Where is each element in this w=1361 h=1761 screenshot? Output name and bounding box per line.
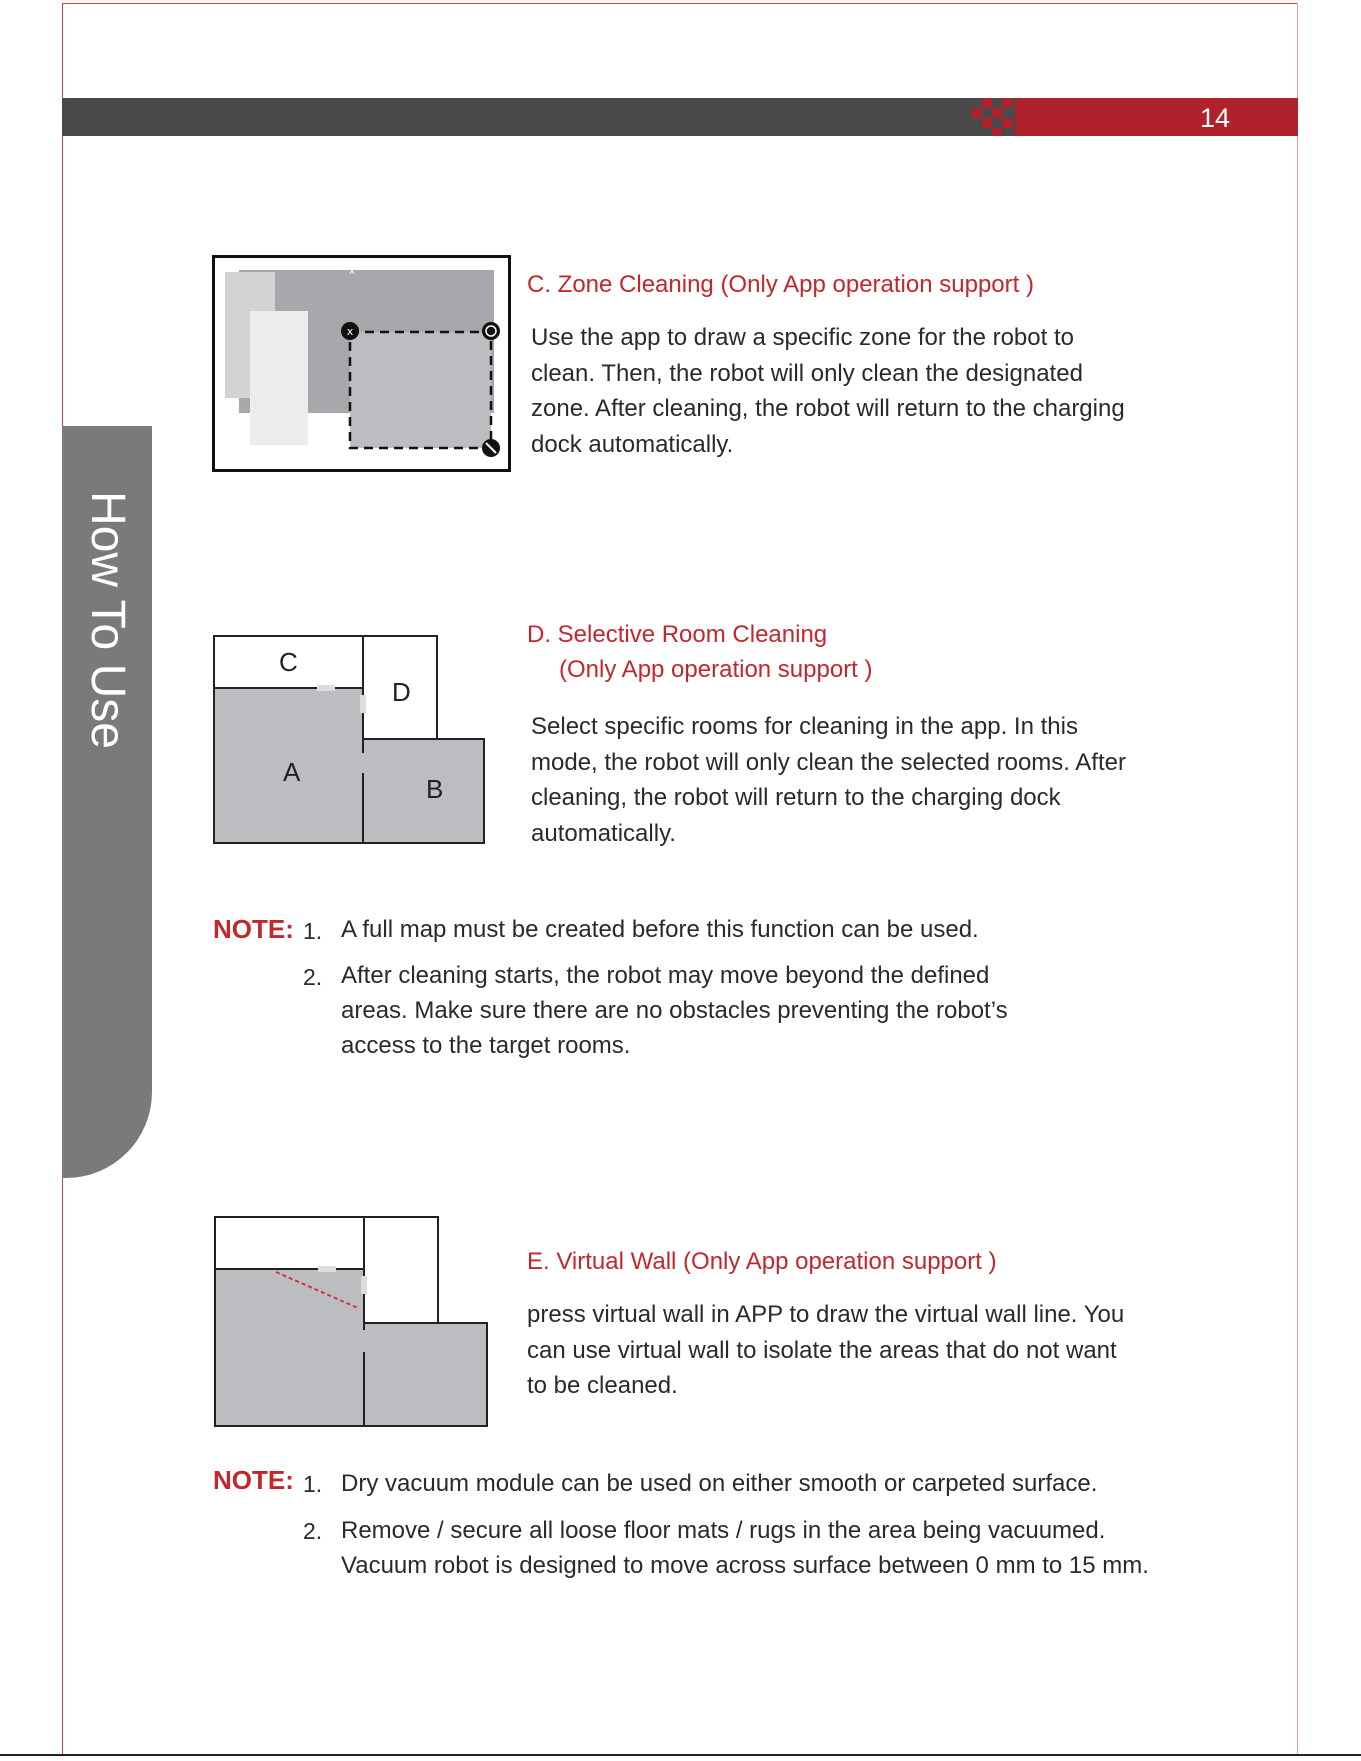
page-frame-right [1297,3,1298,1755]
virtual-wall-heading: E. Virtual Wall (Only App operation support ) [527,1248,997,1275]
page-frame-top [62,3,1298,4]
zone-cleaning-heading: C. Zone Cleaning (Only App operation support ) [527,271,1034,298]
note-item-text: A full map must be created before this function can be used. [341,916,979,943]
room-label-b: B [426,774,444,804]
note-item-number: 2. [303,1518,323,1544]
svg-text:x: x [346,325,354,338]
room-label-d: D [392,677,411,707]
page-frame-bottom [0,1754,1361,1756]
room-label-a: A [283,757,301,787]
note-item-number: 2. [303,964,323,990]
zone-close-icon [341,322,359,340]
selective-room-illustration [213,635,487,845]
zone-cleaning-illustration [212,255,512,472]
note-item-text: Vacuum robot is designed to move across surface between 0 mm to 15 mm. [341,1552,1149,1579]
note-label: NOTE: [213,1465,294,1495]
note-item-text: areas. Make sure there are no obstacles preventing the robot’s [341,997,1008,1024]
room-label-c: C [279,647,298,677]
side-tab-label: How To Use [81,491,134,749]
note-item-text: After cleaning starts, the robot may move beyond the defined [341,962,990,989]
selective-room-heading: D. Selective Room Cleaning [527,621,828,648]
note-item-text: access to the target rooms. [341,1032,631,1059]
zone-cleaning-body: Use the app to draw a specific zone for the robot to clean. Then, the robot will only clean the designated zone. After cleaning, the robot will return to the charging dock automatically. [531,324,1125,458]
note-item-number: 1. [303,1471,323,1497]
page-number: 14 [1199,103,1231,133]
header-checker-pattern [972,98,1016,136]
zone-resize-icon [482,439,500,457]
virtual-wall-illustration [214,1216,490,1428]
note-label: NOTE: [213,914,294,944]
virtual-wall-body: press virtual wall in APP to draw the virtual wall line. You can use virtual wall to isolate the areas that do not want to be cleaned. [527,1301,1125,1399]
header-accent [1015,98,1298,136]
selective-room-body: Select specific rooms for cleaning in the app. In this mode, the robot will only clean the selected rooms. After cleaning, the robot will return to the charging dock automatically. [531,713,1126,847]
note-item-text: Remove / secure all loose floor mats / rugs in the area being vacuumed. [341,1517,1106,1544]
svg-text:x: x [349,266,355,277]
note-item-text: Dry vacuum module can be used on either smooth or carpeted surface. [341,1470,1098,1497]
note-item-number: 1. [303,918,323,944]
zone-rotate-icon [482,322,500,340]
selective-room-subheading: (Only App operation support ) [559,656,873,683]
